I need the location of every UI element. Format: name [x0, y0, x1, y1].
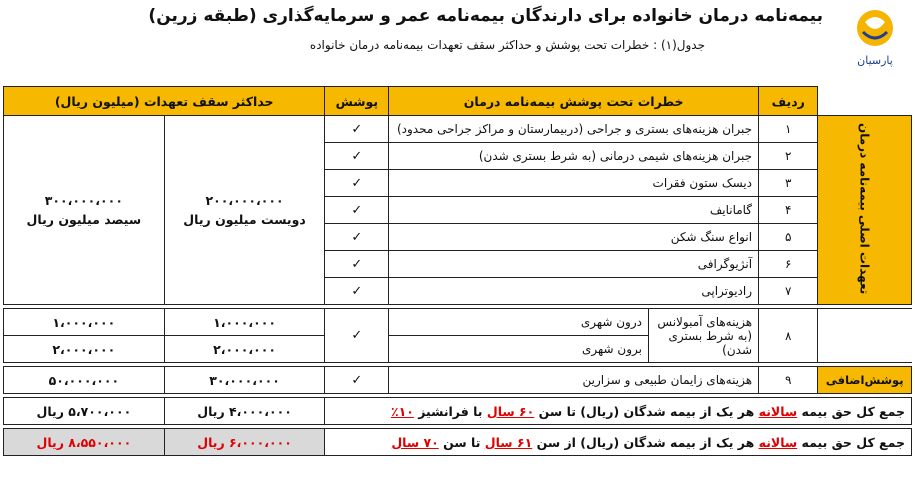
risk-text: جبران هزینه‌های شیمی درمانی (به شرط بستری شدن) — [389, 143, 759, 170]
total-label-2: جمع کل حق بیمه سالانه هر یک از بیمه شدگان (ریال) از سن ۶۱ سال تا سن ۷۰ سال — [325, 429, 912, 456]
check-icon: ✓ — [325, 251, 389, 278]
extra-text: هزینه‌های زایمان طبیعی و سزارین — [389, 367, 759, 394]
main-cap-a-value: ۲۰۰،۰۰۰،۰۰۰ — [205, 193, 284, 208]
risk-text: انواع سنگ شکن — [389, 224, 759, 251]
extra-coverage-row — [4, 367, 912, 394]
risk-text: دیسک ستون فقرات — [389, 170, 759, 197]
main-cap-b-text: سیصد میلیون ریال — [26, 212, 142, 227]
logo-text: پارسیان — [857, 54, 893, 67]
total-2-b: ۸،۵۵۰،۰۰۰ ریال — [4, 429, 165, 456]
page-title: بیمه‌نامه درمان خانواده برای دارندگان بیمه‌نامه عمر و سرمایه‌گذاری (طبقه زرین) — [148, 6, 823, 26]
check-icon: ✓ — [325, 197, 389, 224]
header-risks: خطرات تحت پوشش بیمه‌نامه درمان — [389, 87, 759, 116]
row-number: ۷ — [759, 278, 818, 305]
row-number: ۹ — [759, 367, 818, 394]
ambulance-intercity-b: ۲،۰۰۰،۰۰۰ — [4, 336, 165, 363]
main-cap-b-value: ۳۰۰،۰۰۰،۰۰۰ — [44, 193, 123, 208]
total-row-2 — [4, 429, 912, 456]
check-icon: ✓ — [325, 309, 389, 363]
check-icon: ✓ — [325, 143, 389, 170]
main-cap-a — [164, 116, 325, 305]
ambulance-intercity-a: ۲،۰۰۰،۰۰۰ — [164, 336, 325, 363]
check-icon: ✓ — [325, 224, 389, 251]
table-header-row — [4, 87, 912, 116]
coverage-table — [3, 86, 912, 456]
ambulance-urban-label: درون شهری — [389, 309, 649, 336]
total-2-a: ۶،۰۰۰،۰۰۰ ریال — [164, 429, 325, 456]
ambulance-row-urban — [4, 309, 912, 336]
ambulance-text: هزینه‌های آمبولانس (به شرط بستری شدن) — [648, 309, 758, 363]
check-icon: ✓ — [325, 116, 389, 143]
header-coverage: پوشش — [325, 87, 389, 116]
row-number: ۳ — [759, 170, 818, 197]
row-number: ۲ — [759, 143, 818, 170]
ambulance-urban-b: ۱،۰۰۰،۰۰۰ — [4, 309, 165, 336]
risk-text: جبران هزینه‌های بستری و جراحی (دربیمارستان و مراکز جراحی محدود) — [389, 116, 759, 143]
check-icon: ✓ — [325, 367, 389, 394]
extra-b: ۵۰،۰۰۰،۰۰۰ — [4, 367, 165, 394]
main-cap-a-text: دویست میلیون ریال — [183, 212, 306, 227]
extra-a: ۳۰،۰۰۰،۰۰۰ — [164, 367, 325, 394]
table-row — [4, 116, 912, 143]
header-cap: حداکثر سقف تعهدات (میلیون ریال) — [4, 87, 325, 116]
ambulance-intercity-label: برون شهری — [389, 336, 649, 363]
ambulance-urban-a: ۱،۰۰۰،۰۰۰ — [164, 309, 325, 336]
table-caption: جدول(۱) : خطرات تحت پوشش و حداکثر سقف تعهدات بیمه‌نامه درمان خانواده — [309, 38, 705, 52]
check-icon: ✓ — [325, 278, 389, 305]
document-header — [0, 0, 915, 84]
side-label-extra: پوشش‌اضافی — [818, 367, 912, 394]
row-number: ۵ — [759, 224, 818, 251]
header-row-number: ردیف — [759, 87, 818, 116]
row-number: ۴ — [759, 197, 818, 224]
total-1-a: ۴،۰۰۰،۰۰۰ ریال — [164, 398, 325, 425]
row-number: ۶ — [759, 251, 818, 278]
row-number: ۱ — [759, 116, 818, 143]
risk-text: گامانایف — [389, 197, 759, 224]
row-number: ۸ — [759, 309, 818, 363]
risk-text: رادیوتراپی — [389, 278, 759, 305]
risk-text: آنژیوگرافی — [389, 251, 759, 278]
check-icon: ✓ — [325, 170, 389, 197]
company-logo — [845, 6, 905, 70]
side-label-main: تعهدات اصلی بیمه‌نامه درمان — [818, 116, 912, 305]
total-label-1: جمع کل حق بیمه سالانه هر یک از بیمه شدگان (ریال) تا سن ۶۰ سال با فرانشیز ۱۰٪ — [325, 398, 912, 425]
main-cap-b — [4, 116, 165, 305]
total-row-1 — [4, 398, 912, 425]
total-1-b: ۵،۷۰۰،۰۰۰ ریال — [4, 398, 165, 425]
